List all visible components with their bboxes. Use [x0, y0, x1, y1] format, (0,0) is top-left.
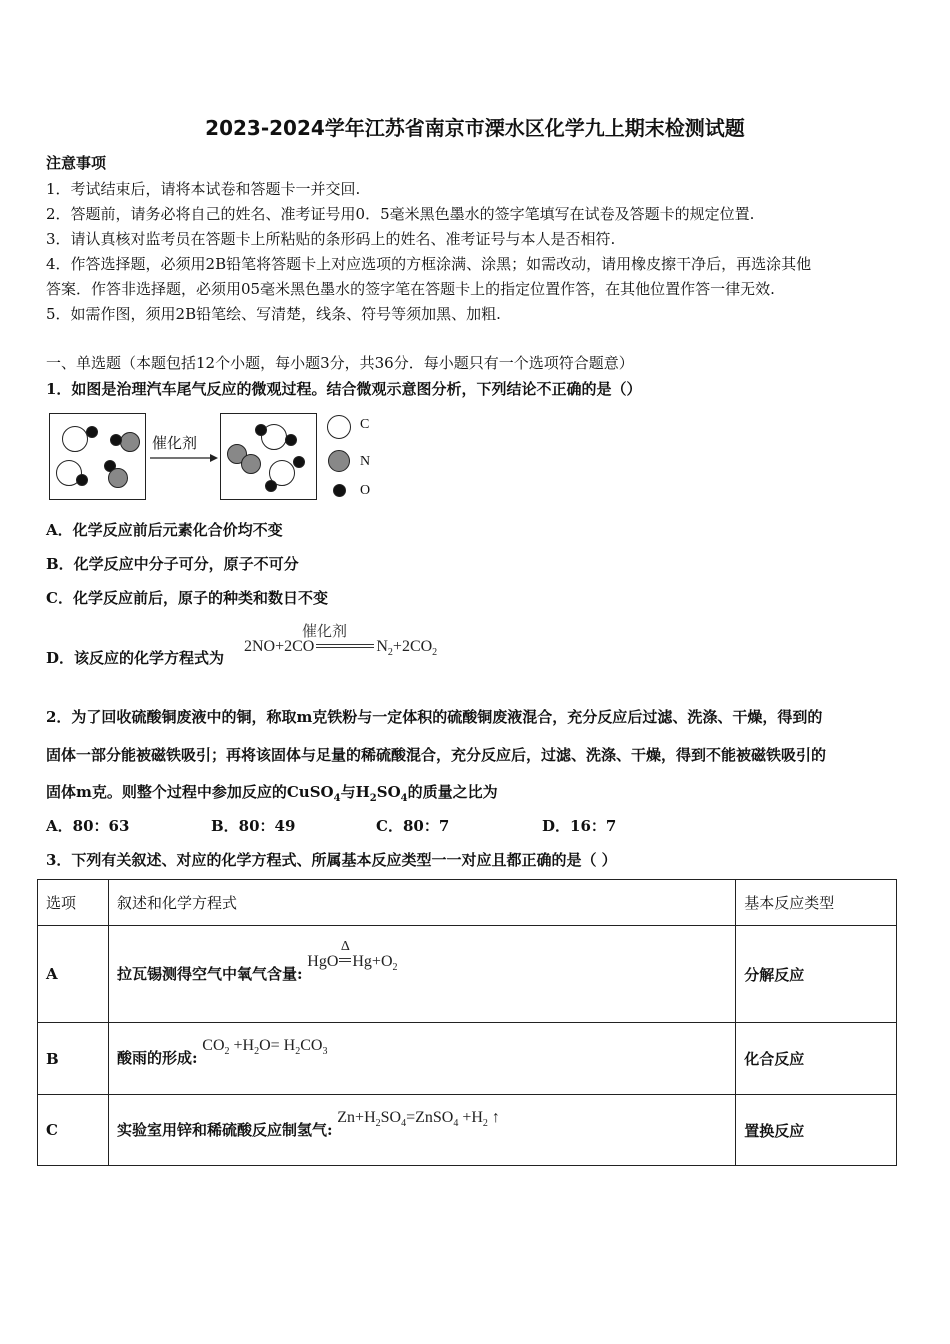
- eq-part: ↑: [487, 1108, 500, 1126]
- q2-sub: 2: [369, 793, 377, 804]
- q2-option-b: B．80：49: [211, 817, 296, 835]
- oxygen-atom: [293, 456, 305, 468]
- eq-part: Hg+O: [352, 952, 393, 970]
- row-type: 分解反应: [736, 926, 897, 1023]
- q1-option-c: C．化学反应前后，原子的种类和数日不变: [46, 589, 328, 607]
- q2-option-d: D．16：7: [542, 817, 617, 835]
- notice-item: 4．作答选择题，必须用2B铅笔将答题卡上对应选项的方框涂满、涂黑；如需改动，请用橡皮擦干净后，再选涂其他: [46, 255, 812, 273]
- row-desc-text: 拉瓦锡测得空气中氧气含量:: [116, 964, 303, 983]
- q2-stem-line: 2．为了回收硫酸铜废液中的铜，称取m克铁粉与一定体积的硫酸铜废液混合，充分反应后过滤、洗涤、干燥，得到的: [46, 708, 823, 726]
- heat-equals: [338, 938, 352, 971]
- q2-text: 固体m克。则整个过程中参加反应的CuSO: [46, 783, 334, 801]
- row-option: B: [38, 1023, 109, 1095]
- eq-part: +H: [229, 1037, 255, 1055]
- q1-option-d: D．该反应的化学方程式为: [46, 649, 225, 667]
- eq-sub: 2: [432, 647, 438, 659]
- legend-carbon-label: C: [360, 417, 370, 432]
- eq-part: Zn+H: [337, 1108, 376, 1126]
- table-row: [38, 1095, 897, 1166]
- q3-stem: 3．下列有关叙述、对应的化学方程式、所属基本反应类型一一对应且都正确的是（ ）: [46, 851, 617, 869]
- oxygen-atom: [265, 480, 277, 492]
- oxygen-atom: [76, 474, 88, 486]
- q2-text: 的质量之比为: [407, 783, 498, 801]
- eq-part: CO: [300, 1037, 323, 1055]
- carbon-atom: [62, 426, 88, 452]
- eq-part: SO: [380, 1108, 402, 1126]
- row-equation: [307, 938, 398, 974]
- eq-sub: 4: [401, 1118, 407, 1130]
- q2-option-a: A．80：63: [46, 817, 130, 835]
- q1-option-a: A．化学反应前后元素化合价均不变: [46, 521, 283, 539]
- section-heading: 一、单选题（本题包括12个小题，每小题3分，共36分．每小题只有一个选项符合题意）: [46, 354, 634, 372]
- eq-sub: 2: [295, 1046, 301, 1058]
- reaction-arrow-icon: [148, 452, 220, 464]
- q1-stem: 1．如图是治理汽车尾气反应的微观过程。结合微观示意图分析，下列结论不正确的是（）: [46, 380, 642, 398]
- row-option: C: [38, 1095, 109, 1166]
- q1-condition: 催化剂: [302, 622, 348, 640]
- q2-stem-line: 固体一部分能被磁铁吸引；再将该固体与足量的稀硫酸混合，充分反应后，过滤、洗涤、干燥，得到不能被磁铁吸引的: [46, 746, 827, 764]
- q3-table: [37, 879, 897, 1166]
- q2-sub: 4: [333, 793, 341, 804]
- row-desc-text: 实验室用锌和稀硫酸反应制氢气:: [116, 1120, 333, 1139]
- legend-carbon-icon: [327, 415, 351, 439]
- eq-part: HgO: [307, 952, 339, 970]
- reactant-box: [49, 413, 146, 500]
- catalyst-label: 催化剂: [152, 434, 198, 452]
- product-box: [220, 413, 317, 500]
- eq-sub: 2: [224, 1046, 230, 1058]
- eq-sub: 2: [392, 962, 398, 974]
- legend-nitrogen-icon: [328, 450, 350, 472]
- q2-stem-line: [46, 781, 498, 804]
- page-title: 2023-2024学年江苏省南京市溧水区化学九上期末检测试题: [205, 116, 745, 140]
- table-row: [38, 926, 897, 1023]
- eq-lhs: 2NO+2CO: [244, 638, 315, 655]
- notice-item: 5．如需作图，须用2B铅笔绘、写清楚，线条、符号等须加黑、加粗.: [46, 305, 501, 323]
- notice-item: 3．请认真核对监考员在答题卡上所粘贴的条形码上的姓名、准考证号与本人是否相符.: [46, 230, 616, 248]
- eq-sub: 2: [482, 1118, 488, 1130]
- table-header-row: [38, 880, 897, 926]
- oxygen-atom: [110, 434, 122, 446]
- eq-rhs: N: [376, 638, 388, 655]
- row-desc: [108, 1023, 735, 1095]
- nitrogen-atom: [120, 432, 140, 452]
- eq-part: +H: [458, 1108, 483, 1126]
- q1-option-b: B．化学反应中分子可分，原子不可分: [46, 555, 299, 573]
- q2-sub: 4: [400, 793, 408, 804]
- row-equation: [202, 1037, 327, 1057]
- row-desc: [108, 1095, 735, 1166]
- eq-sub: 3: [322, 1046, 328, 1058]
- row-desc-text: 酸雨的形成:: [116, 1049, 198, 1068]
- header-type: 基本反应类型: [736, 880, 897, 926]
- oxygen-atom: [285, 434, 297, 446]
- equals-sign: [316, 644, 374, 648]
- eq-part: =ZnSO: [406, 1108, 454, 1126]
- eq-part: O= H: [259, 1037, 296, 1055]
- table-row: [38, 1023, 897, 1095]
- oxygen-atom: [255, 424, 267, 436]
- notice-item: 2．答题前，请务必将自己的姓名、准考证号用0．5毫米黑色墨水的签字笔填写在试卷及答题卡的规定位置.: [46, 205, 755, 223]
- q2-option-c: C．80：7: [376, 817, 450, 835]
- nitrogen-atom: [241, 454, 261, 474]
- row-equation: [337, 1109, 500, 1129]
- legend-oxygen-label: O: [360, 483, 371, 498]
- eq-sub: 2: [387, 647, 393, 659]
- notice-item: 答案．作答非选择题，必须用05毫米黑色墨水的签字笔在答题卡上的指定位置作答，在其他位置作答一律无效.: [46, 280, 775, 298]
- row-type: 化合反应: [736, 1023, 897, 1095]
- q1-equation: [244, 638, 437, 658]
- header-option: 选项: [38, 880, 109, 926]
- nitrogen-atom: [108, 468, 128, 488]
- heat-symbol: Δ: [340, 938, 350, 954]
- row-desc: [108, 926, 735, 1023]
- notice-heading: 注意事项: [46, 154, 107, 172]
- equals-sign: [339, 958, 351, 962]
- row-option: A: [38, 926, 109, 1023]
- notice-item: 1．考试结束后，请将本试卷和答题卡一并交回.: [46, 180, 361, 198]
- eq-rhs: +2CO: [392, 638, 433, 655]
- row-type: 置换反应: [736, 1095, 897, 1166]
- q2-text: 与H: [340, 783, 370, 801]
- legend-nitrogen-label: N: [360, 454, 371, 469]
- eq-sub: 2: [254, 1046, 260, 1058]
- legend-oxygen-icon: [333, 484, 346, 497]
- oxygen-atom: [86, 426, 98, 438]
- q2-text: SO: [376, 783, 401, 801]
- eq-part: CO: [202, 1037, 225, 1055]
- eq-sub: 2: [375, 1118, 381, 1130]
- header-desc: 叙述和化学方程式: [108, 880, 735, 926]
- eq-sub: 4: [453, 1118, 459, 1130]
